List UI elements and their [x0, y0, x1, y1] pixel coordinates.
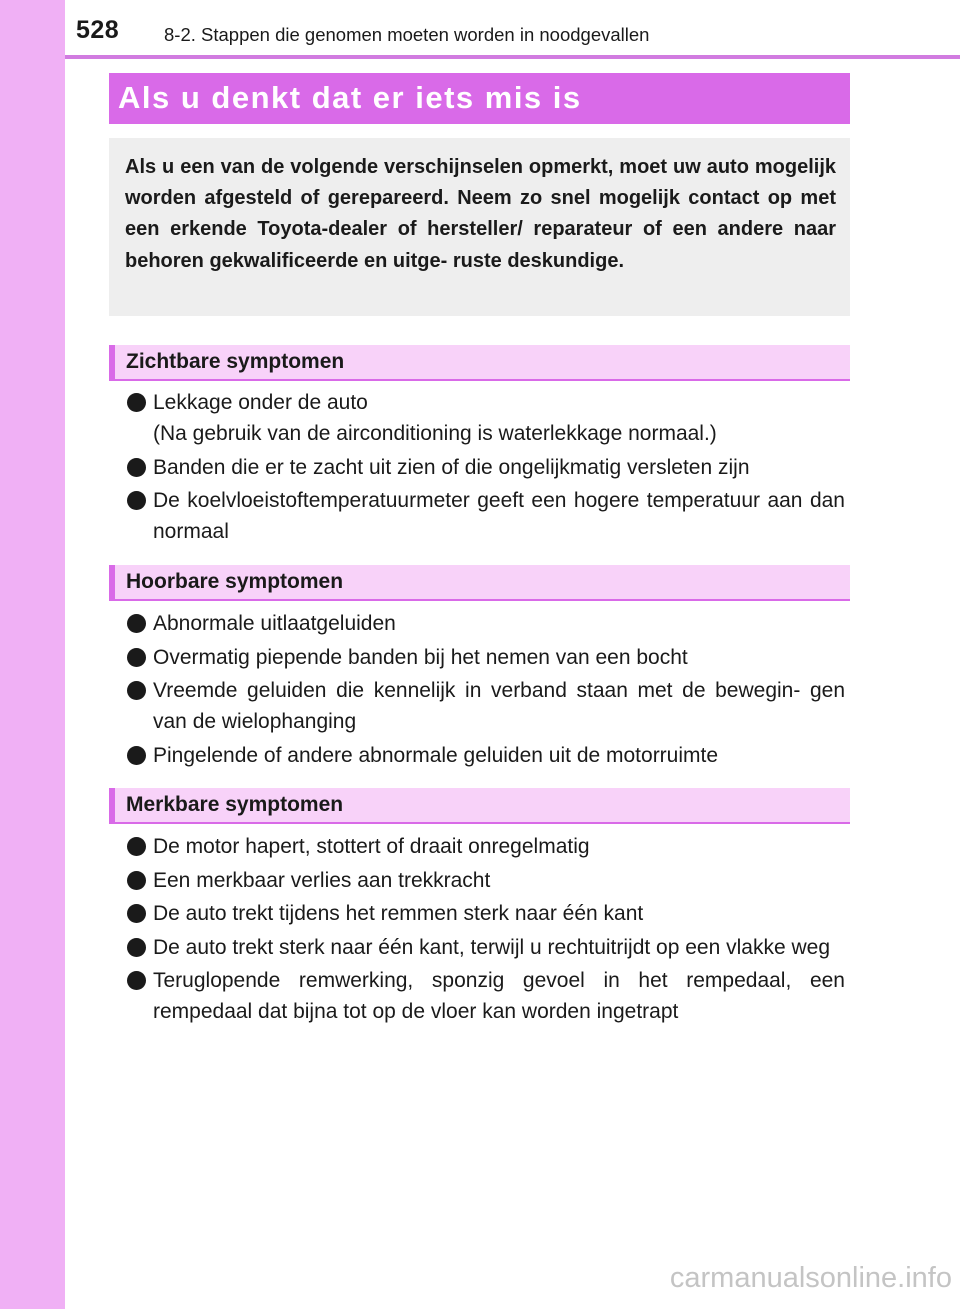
bullet-icon [127, 614, 146, 633]
bullet-icon [127, 681, 146, 700]
symptom-list-noticeable [125, 831, 845, 1030]
bullet-icon [127, 458, 146, 477]
list-item-text: Banden die er te zacht uit zien of die ongelijkmatig versleten zijn [153, 455, 750, 479]
section-header: 8-2. Stappen die genomen moeten worden in noodgevallen [164, 24, 650, 45]
page-title: Als u denkt dat er iets mis is [118, 80, 582, 115]
symptom-list-visible [125, 387, 845, 550]
list-item [125, 831, 845, 862]
list-item [125, 965, 845, 1027]
section-heading-audible [109, 565, 850, 601]
list-item-text: Lekkage onder de auto (Na gebruik van de airconditioning is waterlekkage normaal.) [153, 391, 717, 445]
section-heading-label: Merkbare symptomen [126, 793, 344, 816]
list-item [125, 932, 845, 963]
list-item-text: Abnormale uitlaatgeluiden [153, 612, 396, 635]
list-item-text: Overmatig piepende banden bij het nemen van een bocht [153, 645, 688, 669]
intro-text: Als u een van de volgende verschijnselen opmerkt, moet uw auto mogelijk worden afgesteld of gerepareerd. Neem zo snel mogelijk contact op met een erkende Toyota-dealer of hersteller/ reparateur of een andere naar behoren gekwalificeerde en uitge- ruste deskundige. [125, 156, 836, 272]
bullet-icon [127, 871, 146, 890]
list-item-text: Pingelende of andere abnormale geluiden uit de motorruimte [153, 743, 719, 767]
section-heading-label: Zichtbare symptomen [126, 350, 345, 373]
list-item [125, 452, 845, 483]
page-title-bar [109, 73, 850, 124]
list-item [125, 675, 845, 737]
bullet-icon [127, 648, 146, 667]
intro-box [109, 138, 850, 316]
bullet-icon [127, 491, 146, 510]
page-number: 528 [76, 16, 120, 44]
section-heading-visible [109, 345, 850, 381]
list-item [125, 865, 845, 896]
bullet-icon [127, 837, 146, 856]
bullet-icon [127, 904, 146, 923]
list-item [125, 740, 845, 771]
bullet-icon [127, 938, 146, 957]
list-item-text: Teruglopende remwerking, sponzig gevoel in het rempedaal, een rempedaal dat bijna tot op de vloer kan worden ingetrapt [153, 969, 845, 1023]
list-item [125, 387, 845, 449]
symptom-list-audible [125, 608, 845, 773]
list-item-text: De auto trekt tijdens het remmen sterk naar één kant [153, 902, 644, 925]
list-item-text: De motor hapert, stottert of draait onregelmatig [153, 835, 590, 858]
list-item [125, 642, 845, 673]
list-item [125, 898, 845, 929]
list-item [125, 608, 845, 639]
list-item-text: De auto trekt sterk naar één kant, terwijl u rechtuitrijdt op een vlakke weg [153, 935, 831, 959]
bullet-icon [127, 971, 146, 990]
list-item-text: Een merkbaar verlies aan trekkracht [153, 868, 491, 892]
section-heading-noticeable [109, 788, 850, 824]
list-item-text: De koelvloeistoftemperatuurmeter geeft een hogere temperatuur aan dan normaal [153, 489, 845, 543]
bullet-icon [127, 393, 146, 412]
list-item-text: Vreemde geluiden die kennelijk in verband staan met de bewegin- gen van de wielophanging [153, 679, 845, 733]
header-divider [65, 55, 960, 59]
watermark: carmanualsonline.info [669, 1262, 952, 1294]
bullet-icon [127, 746, 146, 765]
section-heading-label: Hoorbare symptomen [126, 570, 344, 593]
side-color-band [0, 0, 65, 1309]
list-item [125, 485, 845, 547]
